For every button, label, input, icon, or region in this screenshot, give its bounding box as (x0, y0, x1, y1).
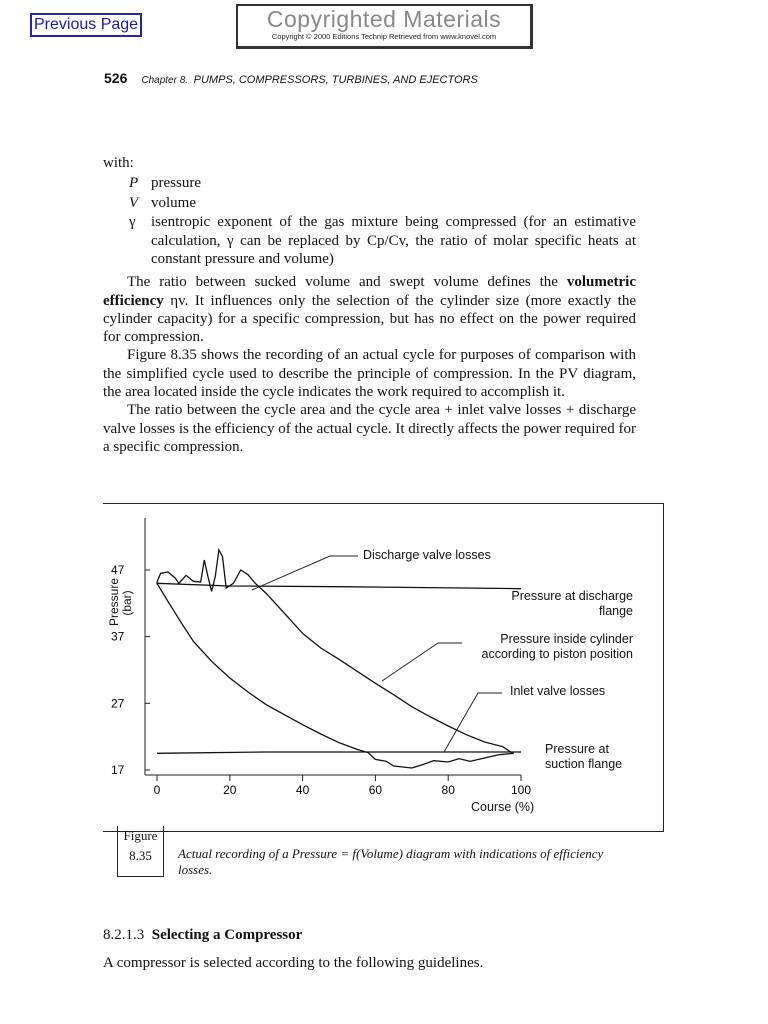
x-tick-label: 20 (223, 783, 237, 797)
figure-number-box (117, 826, 164, 877)
banner-title: Copyrighted Materials (266, 6, 502, 32)
symbol-v: V (129, 194, 139, 211)
chapter-title: PUMPS, COMPRESSORS, TURBINES, AND EJECTORS (193, 74, 478, 86)
label-suction-flange: Pressure at suction flange (545, 742, 623, 771)
y-tick-label: 17 (111, 763, 125, 777)
section-title: Selecting a Compressor (151, 927, 303, 943)
def-p: pressure (151, 174, 201, 191)
x-tick-label: 100 (510, 783, 532, 797)
x-tick-label: 0 (153, 783, 161, 797)
y-axis-label: Pressure (bar) (107, 577, 134, 626)
section-number: 8.2.1.3 (103, 927, 145, 943)
x-tick-label: 60 (368, 783, 383, 797)
banner-notice: Copyright © 2000 Editions Technip Retrieved from www.knovel.com (271, 32, 497, 41)
y-tick-label: 37 (111, 629, 125, 644)
paragraph-figure-reference: Figure 8.35 shows the recording of an actual cycle for purposes of comparison with the simplified cycle used to describe the principle of compression. In the PV diagram, the area located inside the cycle indicates the work required to accomplish it. (103, 347, 636, 401)
label-discharge-flange: Pressure at discharge flange (511, 589, 633, 618)
symbol-p: P (129, 174, 139, 191)
previous-page-link[interactable]: Previous Page (30, 13, 142, 37)
x-tick-label: 80 (441, 783, 455, 797)
def-gamma: isentropic exponent of the gas mixture being compressed (for an estimative calculation, γ can be replaced by Cp/Cv, the ratio of molar specific heats at constant pressure and volume) (151, 214, 636, 267)
figure-caption: Actual recording of a Pressure = f(Volume) diagram with indications of efficiency losses. (178, 846, 604, 877)
def-v: volume (151, 194, 196, 211)
p1-text-a: The ratio between sucked volume and swept volume defines the (127, 274, 567, 291)
symbol-gamma: γ (129, 214, 136, 231)
x-tick-label: 40 (295, 783, 310, 797)
y-tick-label: 47 (111, 563, 125, 577)
p1-text-b: ηv. It influences only the selection of the cylinder size (more exactly the cylinder capacity) for a specific compression, but has no effect on the power required for compression. (103, 292, 636, 346)
label-discharge-losses: Discharge valve losses (363, 548, 491, 562)
figure-label: Figure (123, 828, 158, 843)
page-number: 526 (104, 70, 128, 86)
section-text: A compressor is selected according to the following guidelines. (103, 955, 484, 971)
section-heading (103, 926, 302, 944)
with-label: with: (103, 155, 134, 171)
figure-number: 8.35 (129, 848, 152, 863)
label-inlet-losses: Inlet valve losses (510, 684, 606, 698)
series-line-1 (157, 752, 521, 753)
x-axis-label: Course (%) (471, 800, 535, 814)
chapter-label: Chapter 8. (141, 75, 189, 86)
p1-bold: volumetric efficiency (103, 274, 636, 309)
y-tick-label: 27 (111, 696, 125, 711)
label-cylinder-pressure: Pressure inside cylinder according to piston position (481, 632, 633, 661)
paragraph-efficiency: The ratio between the cycle area and the cycle area + inlet valve losses + discharge valve losses is the efficiency of the actual cycle. It directly affects the power required for a specific compression. (103, 402, 636, 455)
series-line-0 (157, 583, 521, 588)
